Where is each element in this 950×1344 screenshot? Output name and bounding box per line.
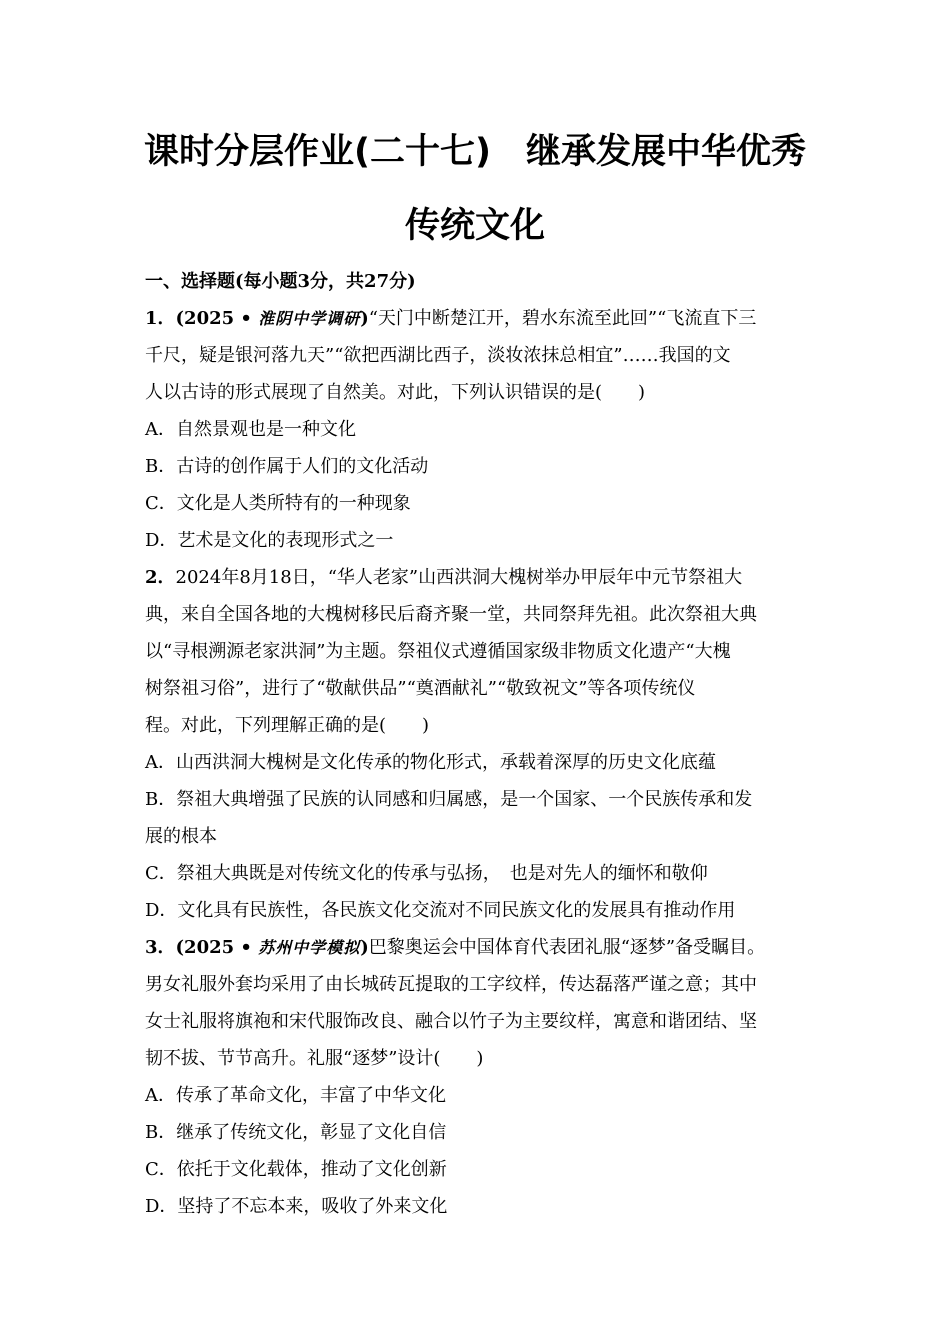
question-2-option-d: D．文化具有民族性，各民族文化交流对不同民族文化的发展具有推动作用: [145, 900, 736, 921]
question-3-number: 3．: [145, 937, 176, 958]
question-1-number: 1．: [145, 308, 176, 329]
section-heading: 一、选择题(每小题3分，共27分): [145, 271, 416, 292]
question-1-option-d: D．艺术是文化的表现形式之一: [145, 530, 394, 551]
question-1-stem-line-2: 千尺，疑是银河落九天”“欲把西湖比西子，淡妆浓抹总相宜”……我国的文: [145, 345, 731, 366]
question-1-stem-line-1: [145, 307, 756, 331]
question-2-option-b-cont: 展的根本: [145, 826, 217, 847]
question-3-stem-line-3: 女士礼服将旗袍和宋代服饰改良、融合以竹子为主要纹样，寓意和谐团结、坚: [145, 1011, 757, 1032]
question-1-paren-open: (2025 •: [175, 308, 259, 329]
question-2-stem-line-1: [145, 566, 742, 590]
question-2-stem-line-4: 树祭祖习俗”，进行了“敬献供品”“奠酒献礼”“敬致祝文”等各项传统仪: [145, 678, 696, 699]
question-2-text: 2024年8月18日，“华人老家”山西洪洞大槐树举办甲辰年中元节祭祖大: [175, 567, 743, 588]
question-3-option-c: C．依托于文化载体，推动了文化创新: [145, 1159, 447, 1180]
question-2-option-a: A．山西洪洞大槐树是文化传承的物化形式，承载着深厚的历史文化底蕴: [145, 752, 716, 773]
question-1-paren-close: ): [360, 308, 369, 329]
question-3-paren-open: (2025 •: [175, 937, 259, 958]
question-1-source: 淮阴中学调研: [258, 309, 361, 328]
question-3-option-b: B．继承了传统文化，彰显了文化自信: [145, 1122, 447, 1143]
question-3-source: 苏州中学模拟: [258, 938, 361, 957]
question-2-number: 2．: [145, 567, 176, 588]
question-3-stem-line-1: [145, 936, 765, 960]
question-3-text: 巴黎奥运会中国体育代表团礼服“逐梦”备受瞩目。: [368, 937, 766, 958]
page-title-line-2: 传统文化: [404, 206, 545, 246]
question-1-option-c: C．文化是人类所特有的一种现象: [145, 493, 411, 514]
question-2-stem-line-5: 程。对此，下列理解正确的是( ): [145, 715, 430, 736]
question-1-stem-line-3: 人以古诗的形式展现了自然美。对此，下列认识错误的是( ): [145, 382, 646, 403]
question-3-option-d: D．坚持了不忘本来，吸收了外来文化: [145, 1196, 448, 1217]
question-3-paren-close: ): [360, 937, 369, 958]
question-1-text: “天门中断楚江开，碧水东流至此回”“飞流直下三: [368, 308, 757, 329]
question-2-stem-line-2: 典，来自全国各地的大槐树移民后裔齐聚一堂，共同祭拜先祖。此次祭祖大典: [145, 604, 757, 625]
question-1-option-b: B．古诗的创作属于人们的文化活动: [145, 456, 429, 477]
question-1-option-a: A．自然景观也是一种文化: [145, 419, 356, 440]
question-2-option-c: C．祭祖大典既是对传统文化的传承与弘扬， 也是对先人的缅怀和敬仰: [145, 863, 708, 884]
page-title-line-1: 课时分层作业(二十七) 继承发展中华优秀: [144, 132, 806, 172]
question-3-stem-line-4: 韧不拔、节节高升。礼服“逐梦”设计( ): [145, 1048, 484, 1069]
question-2-option-b: B．祭祖大典增强了民族的认同感和归属感，是一个国家、一个民族传承和发: [145, 789, 753, 810]
question-3-stem-line-2: 男女礼服外套均采用了由长城砖瓦提取的工字纹样，传达磊落严谨之意；其中: [145, 974, 757, 995]
question-3-option-a: A．传承了革命文化，丰富了中华文化: [145, 1085, 446, 1106]
question-2-stem-line-3: 以“寻根溯源老家洪洞”为主题。祭祖仪式遵循国家级非物质文化遗产“大槐: [145, 641, 731, 662]
